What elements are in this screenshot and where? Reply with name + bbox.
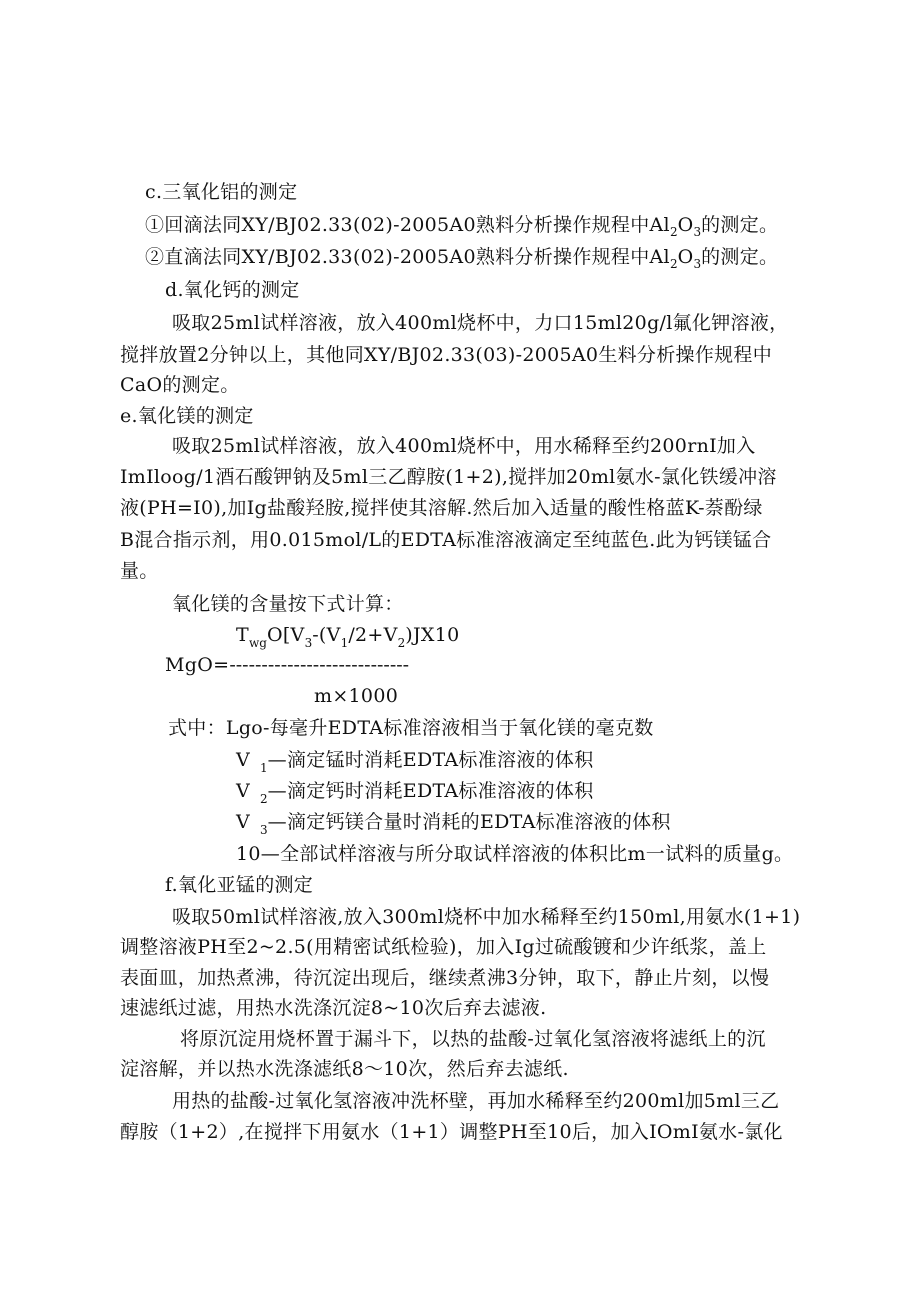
subscript: 2 [260,792,268,806]
heading-calcium-oxide: d.氧化钙的测定 [165,279,300,301]
subscript: 3 [304,636,313,650]
paragraph-line: ImIloog/1酒石酸钾钠及5ml三乙醇胺(1+2),搅拌加20ml氨水-氯化铁缓冲溶 [120,466,777,488]
legend-item [236,748,594,774]
heading-alumina: c.三氧化铝的测定 [145,181,298,203]
paragraph-line: 将原沉淀用烧杯置于漏斗下，以热的盐酸-过氧化氢溶液将滤纸上的沉 [180,1028,766,1050]
text-run: T [236,624,249,646]
text-run: O[V [266,624,305,646]
subscript: 3 [693,225,702,239]
fraction-bar: ---------------------------- [229,654,410,676]
text-run: V [236,811,251,833]
paragraph-line: 液(PH=I0),加Ig盐酸羟胺,搅拌使其溶解.然后加入适量的酸性格蓝K-萘酚绿 [120,497,763,519]
legend-intro: 式中：Lgo-每毫升EDTA标准溶液相当于氧化镁的毫克数 [168,717,654,739]
text-run: -(V [312,624,341,646]
subscript: 3 [693,257,702,271]
text-run: 的测定。 [701,214,779,236]
subscript: 1 [260,761,268,775]
subscript: 2 [669,225,678,239]
legend-item-ratio: 10—全部试样溶液与所分取试样溶液的体积比m一试料的质量g。 [236,843,794,865]
text-run: O [677,214,694,236]
text-run: —滴定锰时消耗EDTA标准溶液的体积 [267,749,594,771]
subscript: 1 [340,636,349,650]
paragraph-line: 吸取25ml试样溶液，放入400ml烧杯中，力口15ml20g/l氟化钾溶液， [172,312,789,334]
text-run: ①回滴法同XY/BJ02.33(02)-2005A0熟料分析操作规程中Al [145,214,670,236]
alumina-direct-titration-line [145,245,778,271]
legend-item [236,779,594,805]
text-run: V [236,749,251,771]
text-run: 的测定。 [701,246,779,268]
formula-fraction-line [165,653,409,677]
heading-magnesium-oxide: e.氧化镁的测定 [120,405,254,427]
legend-item [236,810,671,836]
formula-numerator [236,623,460,649]
paragraph-line: 表面皿，加热煮沸，待沉淀出现后，继续煮沸3分钟，取下，静止片刻，以慢 [120,967,770,989]
paragraph-line: CaO的测定。 [120,374,240,396]
text-run: /2+V [348,624,398,646]
text-run: )JX10 [405,624,460,646]
paragraph-line: 速滤纸过滤，用热水洗涤沉淀8~10次后弃去滤液. [120,997,547,1019]
subscript: wg [248,636,267,650]
heading-manganese-oxide: f.氧化亚锰的测定 [165,874,314,896]
text-run: ②直滴法同XY/BJ02.33(02)-2005A0熟料分析操作规程中Al [145,246,670,268]
formula-lhs: MgO= [165,654,230,676]
paragraph-line: B混合指示剂，用0.015mol/L的EDTA标准溶液滴定至纯蓝色.此为钙镁锰合 [120,529,772,551]
paragraph-line: 用热的盐酸-过氧化氢溶液冲洗杯壁，再加水稀释至约200ml加5ml三乙 [172,1090,780,1112]
text-run: O [677,246,694,268]
paragraph-line: 淀溶解，并以热水洗涤滤纸8～10次，然后弃去滤纸. [120,1058,569,1080]
text-run: —滴定钙时消耗EDTA标准溶液的体积 [267,780,594,802]
subscript: 2 [669,257,678,271]
paragraph-line: 吸取50ml试样溶液,放入300ml烧杯中加水稀释至约150ml,用氨水(1+1) [172,906,801,928]
text-run: —滴定钙镁合量时消耗的EDTA标准溶液的体积 [267,811,671,833]
calculation-intro: 氧化镁的含量按下式计算： [172,593,404,615]
subscript: 2 [397,636,406,650]
paragraph-line: 搅拌放置2分钟以上，其他同XY/BJ02.33(03)-2005A0生料分析操作规程中 [120,344,773,366]
alumina-back-titration-line [145,213,778,239]
text-run: V [236,780,251,802]
formula-denominator: m×1000 [314,685,399,707]
subscript: 3 [260,823,268,837]
paragraph-line: 调整溶液PH至2~2.5(用精密试纸检验)，加入Ig过硫酸镀和少许纸浆，盖上 [120,936,767,958]
paragraph-line: 量。 [120,560,159,582]
paragraph-line: 吸取25ml试样溶液，放入400ml烧杯中，用水稀释至约200rnI加入 [172,435,756,457]
paragraph-line: 醇胺（1+2）,在搅拌下用氨水（1+1）调整PH至10后，加入IOmI氨水-氯化 [120,1121,783,1143]
